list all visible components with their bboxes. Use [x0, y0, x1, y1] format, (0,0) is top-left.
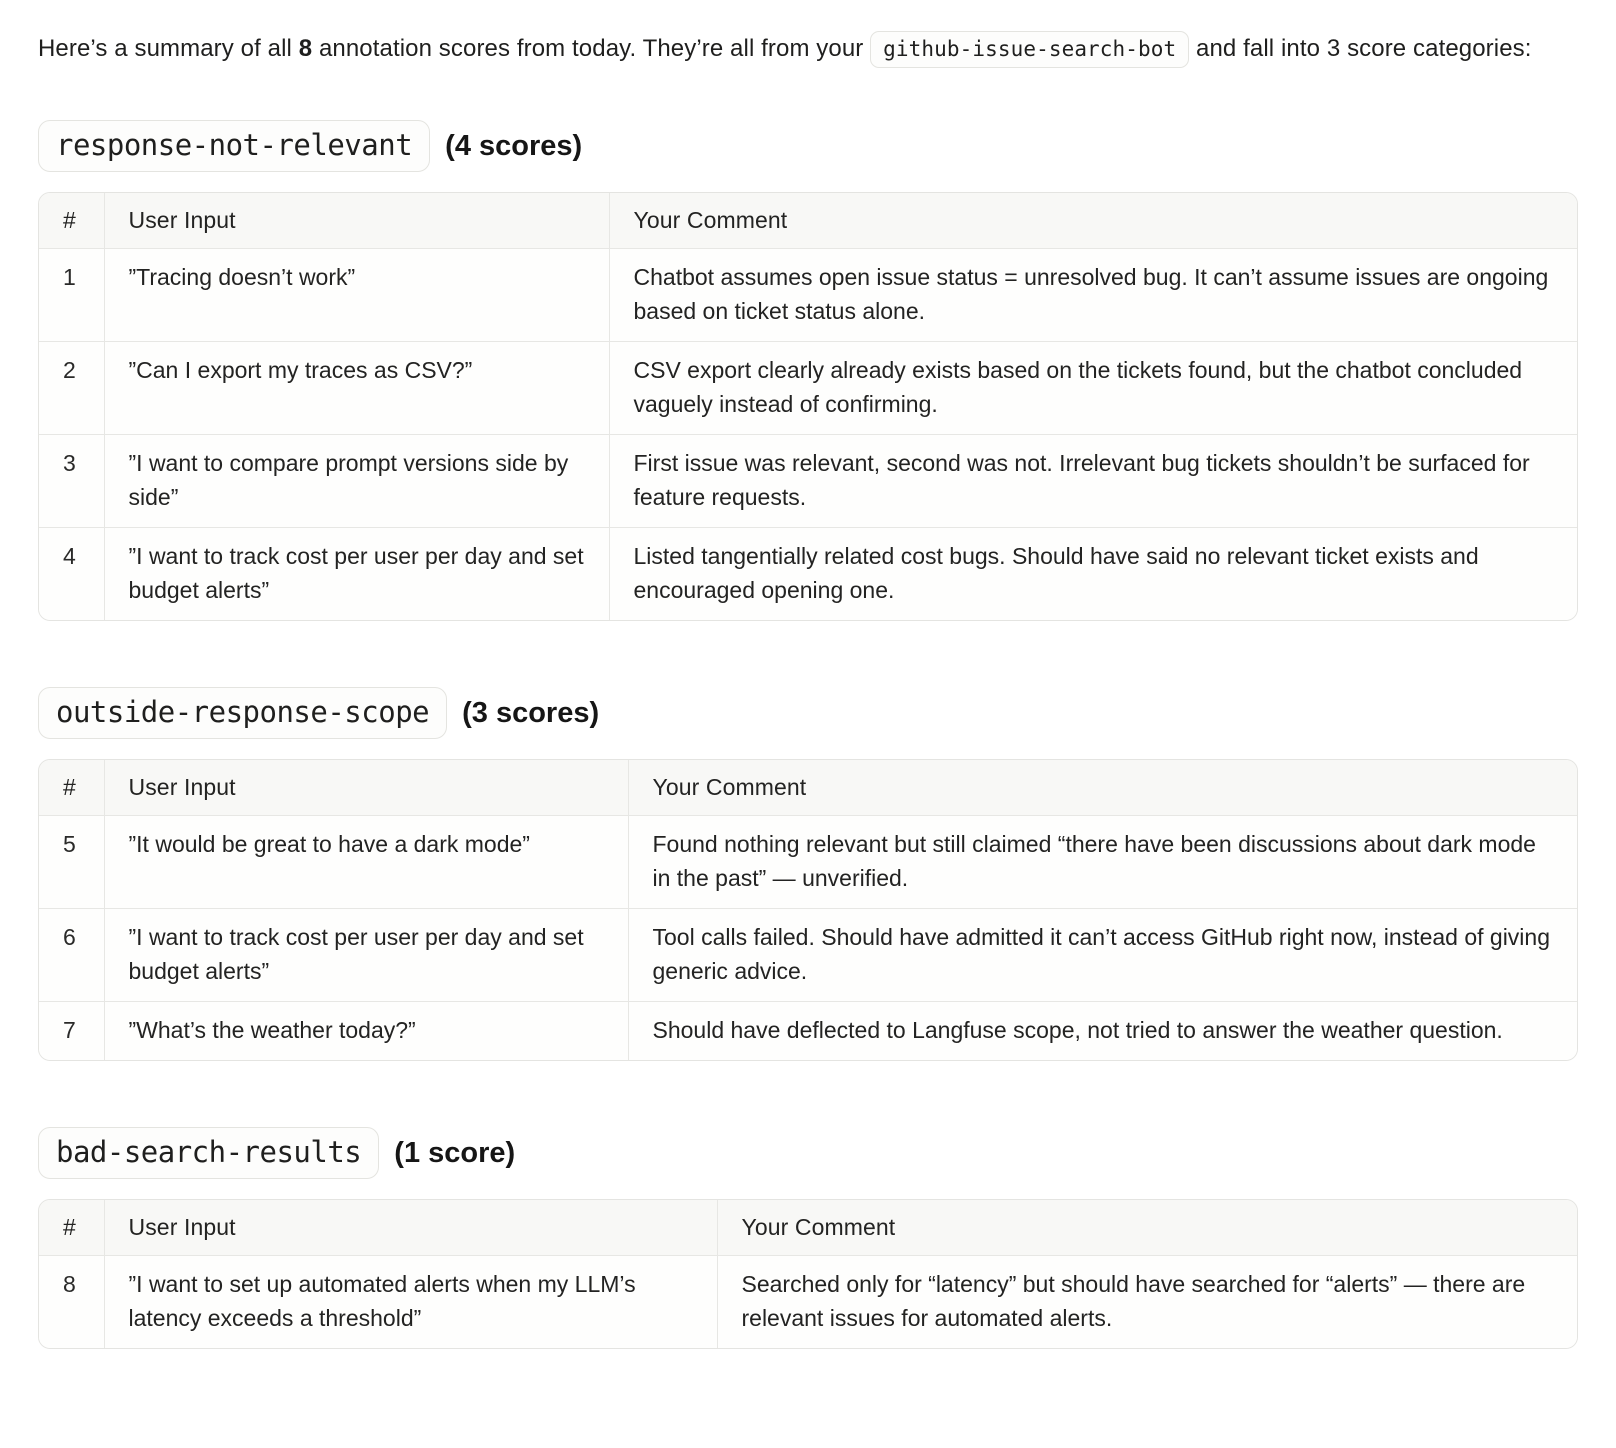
scores-table-container [38, 1199, 1578, 1349]
comment-cell: Should have deflected to Langfuse scope, not tried to answer the weather question. [628, 1002, 1577, 1061]
table-header-row [39, 193, 1577, 249]
column-header-number: # [39, 760, 104, 816]
score-count-label: (4 scores) [445, 129, 583, 162]
scores-table [39, 193, 1577, 620]
row-number-cell: 4 [39, 528, 104, 621]
row-number-cell: 1 [39, 249, 104, 342]
comment-cell: Found nothing relevant but still claimed “there have been discussions about dark mode in the past” — unverified. [628, 816, 1577, 909]
row-number-cell: 6 [39, 909, 104, 1002]
table-row [39, 342, 1577, 435]
user-input-cell: ”I want to set up automated alerts when my LLM’s latency exceeds a threshold” [104, 1256, 717, 1349]
intro-text-3: and fall into 3 score categories: [1189, 35, 1532, 62]
section-heading [38, 687, 1578, 739]
comment-cell: First issue was relevant, second was not. Irrelevant bug tickets shouldn’t be surfaced for feature requests. [609, 435, 1577, 528]
section-bad-search-results [38, 1127, 1578, 1349]
table-row [39, 816, 1577, 909]
intro-text-1: Here’s a summary of all [38, 35, 299, 62]
comment-cell: CSV export clearly already exists based on the tickets found, but the chatbot concluded vaguely instead of confirming. [609, 342, 1577, 435]
intro-paragraph [38, 26, 1554, 72]
column-header-your-comment: Your Comment [628, 760, 1577, 816]
row-number-cell: 2 [39, 342, 104, 435]
row-number-cell: 3 [39, 435, 104, 528]
column-header-number: # [39, 1200, 104, 1256]
table-row [39, 909, 1577, 1002]
user-input-cell: ”I want to track cost per user per day and set budget alerts” [104, 528, 609, 621]
annotation-count: 8 [298, 35, 313, 62]
column-header-user-input: User Input [104, 193, 609, 249]
comment-cell: Tool calls failed. Should have admitted it can’t access GitHub right now, instead of giving generic advice. [628, 909, 1577, 1002]
section-response-not-relevant [38, 120, 1578, 621]
table-row [39, 528, 1577, 621]
comment-cell: Searched only for “latency” but should have searched for “alerts” — there are relevant issues for automated alerts. [717, 1256, 1577, 1349]
scores-table [39, 1200, 1577, 1348]
scores-table-container [38, 759, 1578, 1061]
chat-response-message [38, 26, 1578, 1349]
column-header-your-comment: Your Comment [717, 1200, 1577, 1256]
user-input-cell: ”It would be great to have a dark mode” [104, 816, 628, 909]
row-number-cell: 7 [39, 1002, 104, 1061]
column-header-number: # [39, 193, 104, 249]
user-input-cell: ”Can I export my traces as CSV?” [104, 342, 609, 435]
section-heading [38, 1127, 1578, 1179]
scores-table [39, 760, 1577, 1060]
column-header-your-comment: Your Comment [609, 193, 1577, 249]
section-outside-response-scope [38, 687, 1578, 1061]
category-chip: bad-search-results [38, 1127, 379, 1179]
user-input-cell: ”What’s the weather today?” [104, 1002, 628, 1061]
row-number-cell: 8 [39, 1256, 104, 1349]
user-input-cell: ”I want to compare prompt versions side by side” [104, 435, 609, 528]
column-header-user-input: User Input [104, 1200, 717, 1256]
user-input-cell: ”Tracing doesn’t work” [104, 249, 609, 342]
score-count-label: (3 scores) [462, 696, 600, 729]
category-chip: outside-response-scope [38, 687, 447, 739]
table-row [39, 249, 1577, 342]
table-row [39, 1256, 1577, 1349]
table-row [39, 1002, 1577, 1061]
column-header-user-input: User Input [104, 760, 628, 816]
section-heading [38, 120, 1578, 172]
bot-name-chip: github-issue-search-bot [870, 31, 1189, 68]
category-chip: response-not-relevant [38, 120, 430, 172]
table-row [39, 435, 1577, 528]
intro-text-2: annotation scores from today. They’re all from your [312, 35, 871, 62]
score-count-label: (1 score) [394, 1136, 516, 1169]
user-input-cell: ”I want to track cost per user per day and set budget alerts” [104, 909, 628, 1002]
table-header-row [39, 760, 1577, 816]
comment-cell: Listed tangentially related cost bugs. Should have said no relevant ticket exists and encouraged opening one. [609, 528, 1577, 621]
table-header-row [39, 1200, 1577, 1256]
row-number-cell: 5 [39, 816, 104, 909]
scores-table-container [38, 192, 1578, 621]
comment-cell: Chatbot assumes open issue status = unresolved bug. It can’t assume issues are ongoing based on ticket status alone. [609, 249, 1577, 342]
